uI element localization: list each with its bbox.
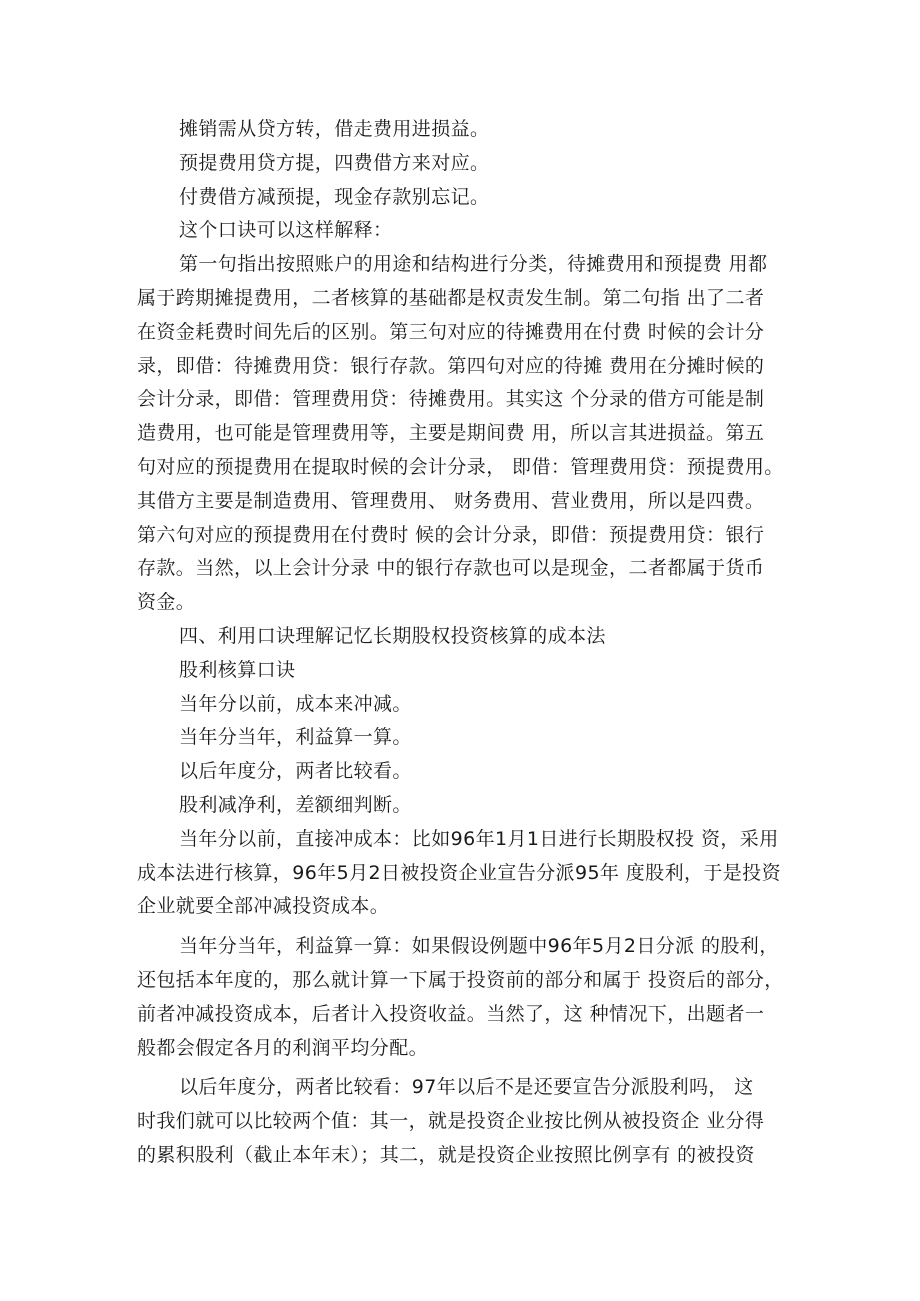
paragraph-line: 的累积股利（截止本年末）；其二，就是投资企业按照比例享有 的被投资 xyxy=(137,1143,755,1166)
paragraph-line: 句对应的预提费用在提取时候的会计分录， 即借：管理费用贷：预提费用。 xyxy=(137,455,784,478)
verse-line: 以后年度分，两者比较看。 xyxy=(179,760,412,783)
paragraph-line: 时我们就可以比较两个值：其一，就是投资企业按比例从被投资企 业分得 xyxy=(137,1110,765,1133)
paragraph-line: 当年分以前，直接冲成本：比如96年1月1日进行长期股权投 资，采用 xyxy=(179,827,779,850)
paragraph-line: 企业就要全部冲减投资成本。 xyxy=(137,895,390,918)
verse-line: 摊销需从贷方转，借走费用进损益。 xyxy=(179,118,490,140)
verse-line: 预提费用贷方提，四费借方来对应。 xyxy=(179,151,490,174)
section-heading: 四、利用口诀理解记忆长期股权投资核算的成本法 xyxy=(179,624,606,647)
paragraph-line: 以后年度分，两者比较看：97年以后不是还要宣告分派股利吗， 这 xyxy=(179,1076,754,1099)
verse-line: 股利减净利，差额细判断。 xyxy=(179,793,412,816)
verse-line: 付费借方减预提，现金存款别忘记。 xyxy=(179,185,490,208)
paragraph-line: 成本法进行核算，96年5月2日被投资企业宣告分派95年 度股利，于是投资 xyxy=(137,861,781,884)
verse-line: 当年分以前，成本来冲减。 xyxy=(179,692,412,715)
paragraph-line: 录，即借：待摊费用贷：银行存款。第四句对应的待摊 费用在分摊时候的 xyxy=(137,354,765,377)
explanation-intro: 这个口诀可以这样解释： xyxy=(179,219,393,242)
subheading: 股利核算口诀 xyxy=(179,658,296,681)
paragraph-line: 当年分当年，利益算一算：如果假设例题中96年5月2日分派 的股利， xyxy=(179,935,779,958)
paragraph-line: 在资金耗费时间先后的区别。第三句对应的待摊费用在付费 时候的会计分 xyxy=(137,320,765,343)
paragraph-line: 前者冲减投资成本，后者计入投资收益。当然了，这 种情况下，出题者一 xyxy=(137,1002,765,1025)
paragraph-line: 其借方主要是制造费用、管理费用、 财务费用、营业费用，所以是四费。 xyxy=(137,489,765,512)
paragraph-line: 会计分录，即借：管理费用贷：待摊费用。其实这 个分录的借方可能是制 xyxy=(137,388,765,411)
paragraph-line: 第六句对应的预提费用在付费时 候的会计分录，即借：预提费用贷：银行 xyxy=(137,523,765,546)
paragraph-line: 属于跨期摊提费用，二者核算的基础都是权责发生制。第二句指 出了二者 xyxy=(137,286,765,309)
paragraph-line: 还包括本年度的，那么就计算一下属于投资前的部分和属于 投资后的部分， xyxy=(137,968,784,991)
paragraph-line: 资金。 xyxy=(137,591,196,614)
paragraph-line: 存款。当然，以上会计分录 中的银行存款也可以是现金，二者都属于货币 xyxy=(137,557,765,580)
document-body xyxy=(137,113,791,1173)
verse-line: 当年分当年，利益算一算。 xyxy=(179,726,412,749)
paragraph-line: 造费用，也可能是管理费用等，主要是期间费 用，所以言其进损益。第五 xyxy=(137,422,765,445)
paragraph-line: 第一句指出按照账户的用途和结构进行分类，待摊费用和预提费 用都 xyxy=(179,253,768,276)
paragraph-line: 般都会假定各月的利润平均分配。 xyxy=(137,1036,429,1059)
